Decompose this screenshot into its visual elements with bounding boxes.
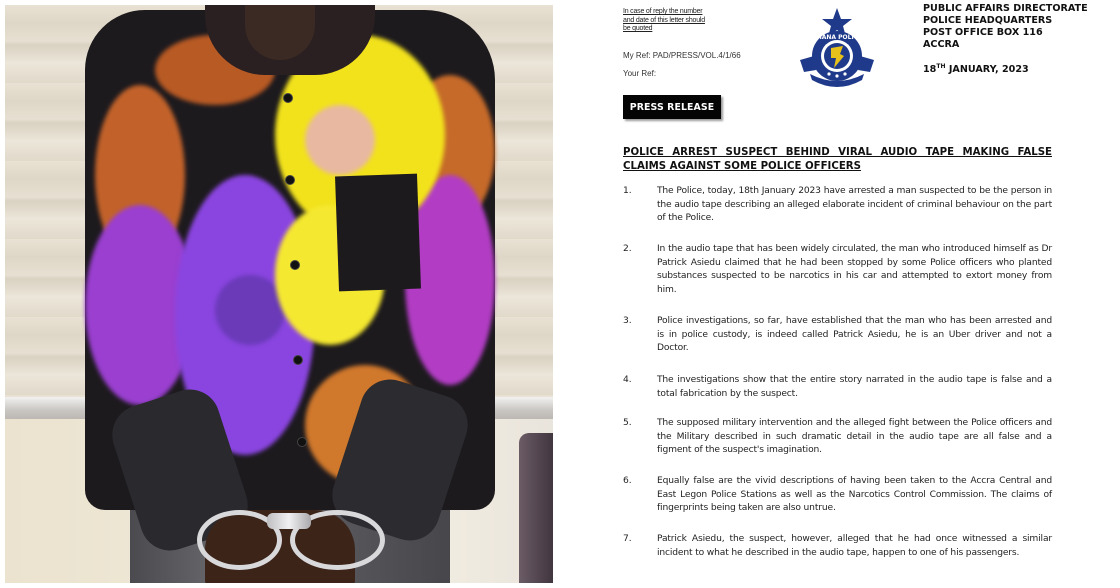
paragraph-7 <box>623 533 1052 560</box>
press-release-document <box>560 0 1120 588</box>
shirt-pocket <box>335 174 421 292</box>
paragraph-1 <box>623 185 1052 226</box>
chair <box>519 433 553 583</box>
svg-text:GHANA POLICE: GHANA POLICE <box>811 34 863 41</box>
paragraph-6 <box>623 475 1052 516</box>
paragraph-3 <box>623 315 1052 356</box>
shirt-button <box>293 355 303 365</box>
shirt-pattern-pink <box>305 105 375 175</box>
date-month-year: JANUARY, 2023 <box>945 64 1029 75</box>
my-reference: My Ref: PAD/PRESS/VOL.4/1/66 <box>623 51 741 60</box>
paragraph-text: Equally false are the vivid descriptions of having been taken to the Accra Central and East Legon Police Stations as well as the Narcotics Control Commission. The claims of fingerprints being taken are also untrue. <box>657 476 1052 514</box>
release-date <box>923 63 1029 75</box>
date-suffix: TH <box>936 63 946 70</box>
paragraph-number: 6. <box>623 476 632 486</box>
paragraph-number: 1. <box>623 186 632 196</box>
shirt-button <box>297 437 307 447</box>
address-line: ACCRA <box>923 39 960 50</box>
paragraph-text: The investigations show that the entire story narrated in the audio tape is false and a total fabrication by the suspect. <box>657 375 1052 399</box>
paragraph-text: Patrick Asiedu, the suspect, however, alleged that he had once witnessed a similar incident to what he described in the audio tape, happen to one of his passengers. <box>657 534 1052 558</box>
shirt-button <box>290 260 300 270</box>
ghana-police-crest-icon <box>796 6 878 92</box>
paragraph-4 <box>623 374 1052 401</box>
shirt-button <box>285 175 295 185</box>
paragraph-text: In the audio tape that has been widely circulated, the man who introduced himself as Dr Patrick Asiedu claimed that he had been stopped by some Police officers who planted substances suspected to be narcotics in his car and attempted to extort money from him. <box>657 244 1052 295</box>
reply-note: In case of reply the number and date of this letter should be quoted <box>623 8 705 32</box>
address-line: POLICE HEADQUARTERS <box>923 15 1053 26</box>
address-line: POST OFFICE BOX 116 <box>923 27 1043 38</box>
paragraph-text: The supposed military intervention and the alleged fight between the Police officers and the Military described in such dramatic detail in the audio tape are all false and a figment of the suspect's imagination. <box>657 418 1052 456</box>
paragraph-number: 7. <box>623 534 632 544</box>
paragraph-5 <box>623 417 1052 458</box>
paragraph-text: The Police, today, 18th January 2023 have arrested a man suspected to be the person in the audio tape describing an alleged elaborate incident of criminal behaviour on the part of the Police. <box>657 186 1052 224</box>
paragraph-text: Police investigations, so far, have established that the man who has been arrested and is in police custody, is indeed called Patrick Asiedu, he is an Uber driver and not a Doctor. <box>657 316 1052 354</box>
paragraph-number: 2. <box>623 244 632 254</box>
paragraph-number: 4. <box>623 375 632 385</box>
headline-line: CLAIMS AGAINST SOME POLICE OFFICERS <box>623 161 861 172</box>
paragraph-number: 3. <box>623 316 632 326</box>
suspect-photo <box>5 5 553 583</box>
handcuff-chain <box>267 513 311 529</box>
shirt-button <box>283 93 293 103</box>
your-reference: Your Ref: <box>623 69 657 78</box>
paragraph-2 <box>623 243 1052 297</box>
directorate-address <box>923 3 1088 51</box>
date-day: 18 <box>923 64 937 75</box>
press-release-badge: PRESS RELEASE <box>623 95 721 119</box>
headline-line: POLICE ARREST SUSPECT BEHIND VIRAL AUDIO TAPE MAKING FALSE <box>623 147 1052 158</box>
headline <box>623 146 1052 174</box>
shirt-pattern-purple <box>215 275 285 345</box>
paragraph-number: 5. <box>623 418 632 428</box>
address-line: PUBLIC AFFAIRS DIRECTORATE <box>923 3 1088 14</box>
